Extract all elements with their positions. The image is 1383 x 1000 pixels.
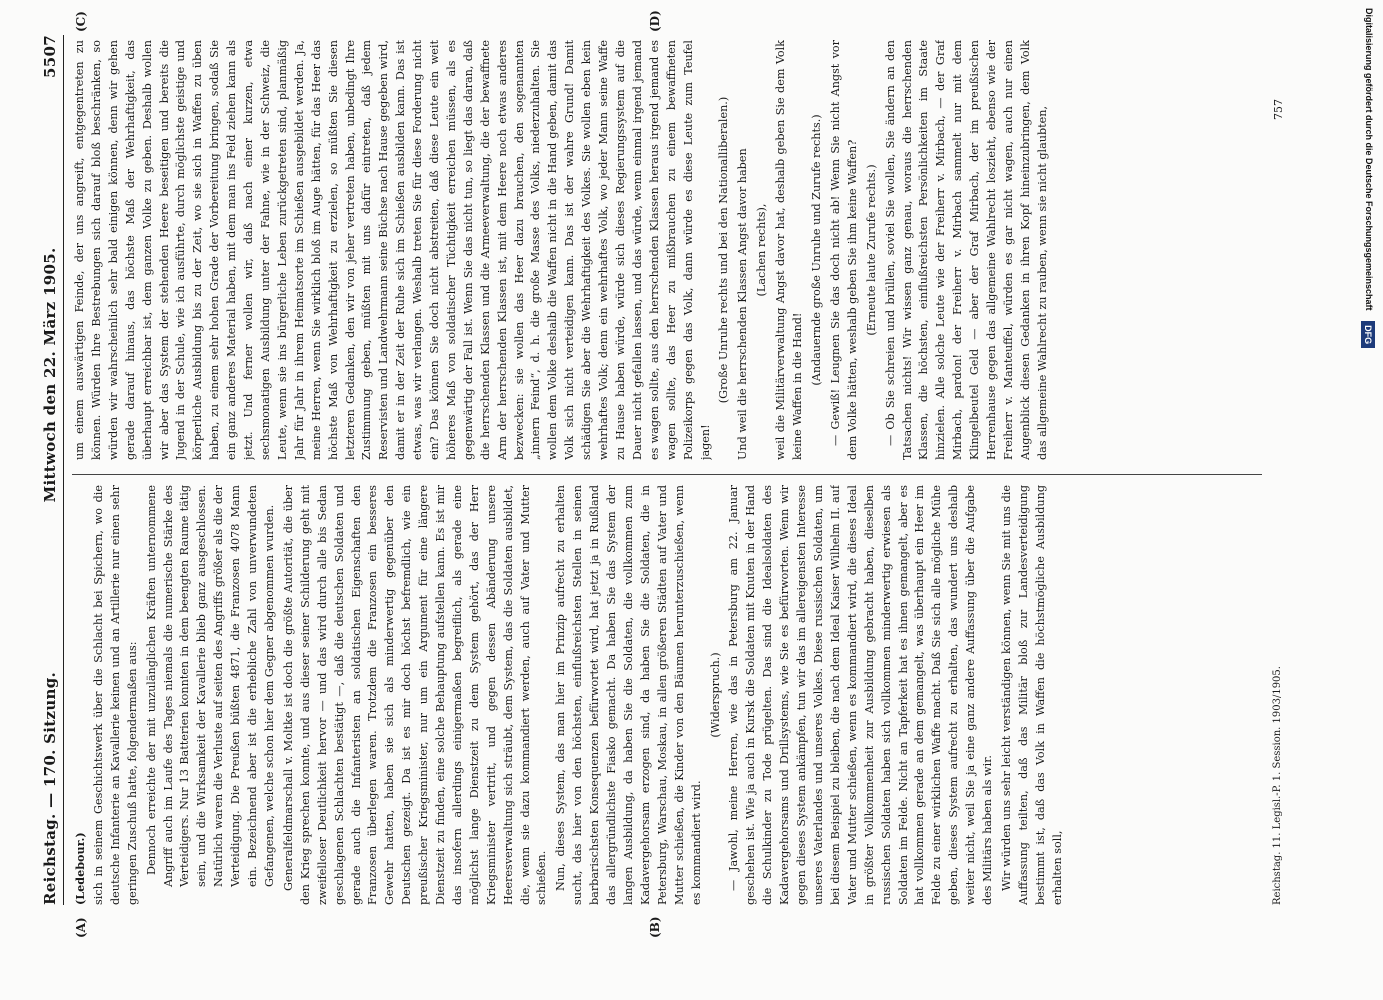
paragraph: Und weil die herrschenden Klassen Angst davor haben (736, 148, 750, 460)
header-left: Reichstag. — 170. Sitzung. (41, 671, 59, 905)
dfg-watermark (1361, 8, 1377, 993)
paragraph: — Gewiß! Leugnen Sie das doch nicht ab! Wenn Sie nicht Angst vor dem Volke hätten, weshalb geben Sie ihm keine Waffen? (828, 40, 859, 460)
header-center: Mittwoch den 22. März 1905. (41, 247, 59, 503)
paragraph: Generalfeldmarschall v. Moltke ist doch die größte Autorität, die über den Krieg sprechen konnte, und aus dieser seiner Schilderung geht mit zweifelloser Deutlichkeit hervor — und das wird durch alle bis Sedan geschlagenen Schlachten bestätigt —, daß die deutschen Soldaten und gerade auch die Infanteristen an soldatischen Eigenschaften den Franzosen überlegen waren. Trotzdem die Franzosen ein besseres Gewehr hatten, haben sie sich als minderwertig gegenüber den Deutschen gezeigt. Da ist es mir doch höchst befremdlich, wie ein preußischer Kriegsminister, nur um ein Argument für eine längere Dienstzeit zu finden, eine solche Behauptung aufstellen kann. Es ist mir das insofern allerdings einigermaßen begreiflich, als gerade eine möglichst lange Dienstzeit zu dem System gehört, das der Herr Kriegsminister vertritt, und gegen dessen Abänderung unsere Heeresverwaltung sich sträubt, dem System, das die Soldaten ausbildet, die, wenn sie dazu kommandiert werden, auch auf Vater und Mutter schießen. (281, 485, 549, 905)
paragraph: um einem auswärtigen Feinde, der uns angreift, entgegentreten zu können. Würden Ihre Bestrebungen sich darauf bloß beschränken, so würden wir wahrscheinlich sehr bald einigen können, denn wir gehen gerade darauf hinaus, das höchste Maß der Wehrhaftigkeit, das überhaupt erreichbar ist, dem ganzen Volke zu geben. Deshalb wollen wir aber das System der stehenden Heere beseitigen und bereits die Jugend in der Schule, wie ich ausführte, durch möglichste geistige und körperliche Ausbildung bis zu der Zeit, wo sie sich in Waffen zu üben haben, zu einem sehr hohen Grade der Vorbereitung bringen, sodaß Sie ein ganz anderes Material haben, mit dem man ins Feld ziehen kann als jetzt. Und ferner wollen wir, daß nach einer kurzen, etwa sechsmonatigen Ausbildung unter der Fahne, wie in der Schweiz, die Leute, wenn sie ins bürgerliche Leben zurückgetreten sind, planmäßig Jahr für Jahr in ihrem Heimatsorte im Schießen ausgebildet werden. Ja, meine Herren, wenn Sie wirklich bloß im Auge hätten, für das Heer das höchste Maß von Wehrhaftigkeit zu erzielen, so müßten Sie diesen letzteren Gedanken, den wir von jeher vertreten haben, unbedingt Ihre Zustimmung geben, müßten mit uns dafür eintreten, daß jedem Reservisten und Landwehrmann seine Büchse nach Hause gegeben wird, damit er in der Zeit der Ruhe sich im Schießen ausbilden kann. Das ist etwas, was wir verlangen. Weshalb treten Sie für diese Forderung nicht ein? Das können Sie doch nicht abstreiten, daß diese Leute ein weit höheres Maß von soldatischer Tüchtigkeit erreichen müssen, als es gegenwärtig der Fall ist. Wenn Sie das nicht tun, so liegt das daran, daß die herrschenden Klassen und die Armeeverwaltung, die der bewaffnete Arm der herrschenden Klassen ist, mit dem Heere noch etwas anderes bezwecken: sie wollen das Heer dazu brauchen, den sogenannten „innern Feind“, d. h. die große Masse des Volks, niederzuhalten. Sie wollen dem Volke deshalb die Waffen nicht in die Hand geben, damit das Volk sich nicht verteidigen kann. Das ist der wahre Grund! Damit schädigen Sie aber die Wehrhaftigkeit des Volkes. Sie wollen eben kein wehrhaftes Volk; denn ein wehrhaftes Volk, wo jeder Mann seine Waffe zu Hause haben würde, würde sich dieses Regierungssystem auf die Dauer nicht gefallen lassen, und das würde, wenn einmal irgend jemand es wagen sollte, aus den herrschenden Klassen heraus irgend jemand es wagen sollte, das Heer zu mißbrauchen zu einem bewaffneten Polizeikorps gegen das Volk, dann würde es diese Leute zum Teufel jagen! (73, 40, 712, 460)
left-column (72, 485, 1267, 905)
right-column (72, 40, 1267, 460)
paragraph: weil die Militärverwaltung Angst davor hat, deshalb geben Sie dem Volk keine Waffen in die Hand! (774, 40, 805, 460)
watermark-text: Digitalisierung gefördert durch die Deutsche Forschungsgemeinschaft (1364, 8, 1374, 311)
speaker-name: (Ledebour.) (73, 832, 87, 905)
header-page-number: 5507 (41, 35, 59, 78)
footer-session-info: Reichstag. 11. Legisl.-P. 1. Session. 1903/1905. (1272, 666, 1283, 905)
paragraph: — Ob Sie schreien und brüllen, soviel Sie wollen, Sie ändern an den Tatsachen nichts! Wir wissen ganz genau, woraus die herrschenden Klassen, die höchsten, einflußreichsten Persönlichkeiten im Staate hinzielen. Alle solche Leute wie der Freiherr v. Mirbach, — der Graf Mirbach, pardon! der Freiherr v. Mirbach sammelt nur mit dem Klingelbeutel Geld — aber der Graf Mirbach, der im preußischen Herrenhause gegen das allgemeine Wahlrecht loszieht, ebenso wie der Freiherr v. Manteuffel, würden es gar nicht wagen, auch nur einen Augenblick diesen Gedanken in ihren Kopf hineinzubringen, dem Volk das allgemeine Wahlrecht zu rauben, wenn sie nicht glaubten, (883, 40, 1049, 460)
paragraph: — Jawohl, meine Herren, wie das in Petersburg am 22. Januar geschehen ist. Wie ja auch in Kursk die Soldaten mit Knuten in der Hand die Schulkinder zu Tode prügelten. Das sind die Idealsoldaten des Kadavergehorsams und Drillsystems, wie Sie es befürworten. Wenn wir gegen dieses System ankämpfen, tun wir das im allereigensten Interesse unseres Vaterlandes und unseres Volkes. Diese russischen Soldaten, um bei diesem Beispiel zu bleiben, die nach dem Ideal Kaiser Wilhelm II. auf Vater und Mutter schießen, wenn es kommandiert wird, die dieses Ideal in größter Vollkommenheit zur Ausbildung gebracht haben, dieselben russischen Soldaten haben sich vollkommen minderwertig erwiesen als Soldaten im Felde. Nicht an Tapferkeit hat es ihnen gemangelt, aber es hat vollkommen gerade an dem gemangelt, was überhaupt ein Heer im Felde zu einer wirklichen Waffe macht. Daß Sie sich alle mögliche Mühe geben, dieses System aufrecht zu erhalten, das wundert uns deshalb weiter nicht, weil Sie ja eine ganz andere Auffassung über die Aufgabe des Militärs haben als wir. (727, 485, 995, 905)
margin-mark-b: (B) (648, 916, 662, 938)
watermark-text-line (1361, 8, 1377, 993)
margin-mark-c: (C) (74, 11, 88, 32)
footer-sheet-number: 757 (1272, 99, 1285, 120)
margin-mark-d: (D) (648, 10, 662, 32)
interjection: (Große Unruhe rechts und bei den Nationalliberalen.) (717, 96, 731, 404)
paragraph: Nun, dieses System, das man hier im Prinzip aufrecht zu erhalten sucht, das hier von den höchsten, einflußreichsten Stellen in seinen barbarischsten Konsequenzen befürwortet wird, hat jetzt ja in Rußland das allergründlichste Fiasko gemacht. Da haben Sie das System der langen Ausbildung, da haben Sie die Soldaten, die vollkommen zum Kadavergehorsam erzogen sind, da haben Sie die Soldaten, die in Petersburg, Warschau, Moskau, in allen größeren Städten auf Vater und Mutter schießen, die Kinder von den Bäumen herunterzuschießen, wenn es kommandiert wird. (554, 485, 703, 905)
quotation: Dennoch erreichte der mit unzulänglichen Kräften unternommene Angriff auch im Laufe des Tages niemals die numerische Stärke des Verteidigers. Nur 13 Batterien konnten in dem beengten Raume tätig sein, und die Wirksamkeit der Kavallerie blieb ganz ausgeschlossen. Natürlich waren die Verluste auf seiten des Angriffs größer als die der Verteidigung. Die Preußen büßten 4871, die Franzosen 4078 Mann ein. Bezeichnend aber ist die erhebliche Zahl von unverwundeten Gefangenen, welche schon hier dem Gegner abgenommen wurden. (144, 485, 276, 887)
column-divider (72, 474, 1262, 475)
interjection: (Widerspruch.) (708, 652, 722, 738)
interjection: (Andauernde große Unruhe und Zurufe rechts.) (809, 114, 823, 386)
page-header (30, 35, 64, 905)
paragraph: sich in seinem Geschichtswerk über die Schlacht bei Spichern, wo die deutsche Infanterie an Kavallerie keinen und an Artillerie nur einen sehr geringen Zuschuß hatte, folgendermaßen aus: (91, 485, 139, 905)
interjection: (Erneute laute Zurufe rechts.) (864, 164, 878, 336)
margin-mark-a: (A) (74, 917, 88, 938)
paragraph: Wir würden uns sehr leicht verständigen können, wenn Sie mit uns die Auffassung teilten, daß das Militär bloß zur Landesverteidigung bestimmt ist, daß das Volk in Waffen die höchstmögliche Ausbildung erhalten soll, (999, 485, 1064, 905)
dfg-logo-icon: DFG (1361, 321, 1375, 348)
interjection: (Lachen rechts), (755, 203, 769, 297)
